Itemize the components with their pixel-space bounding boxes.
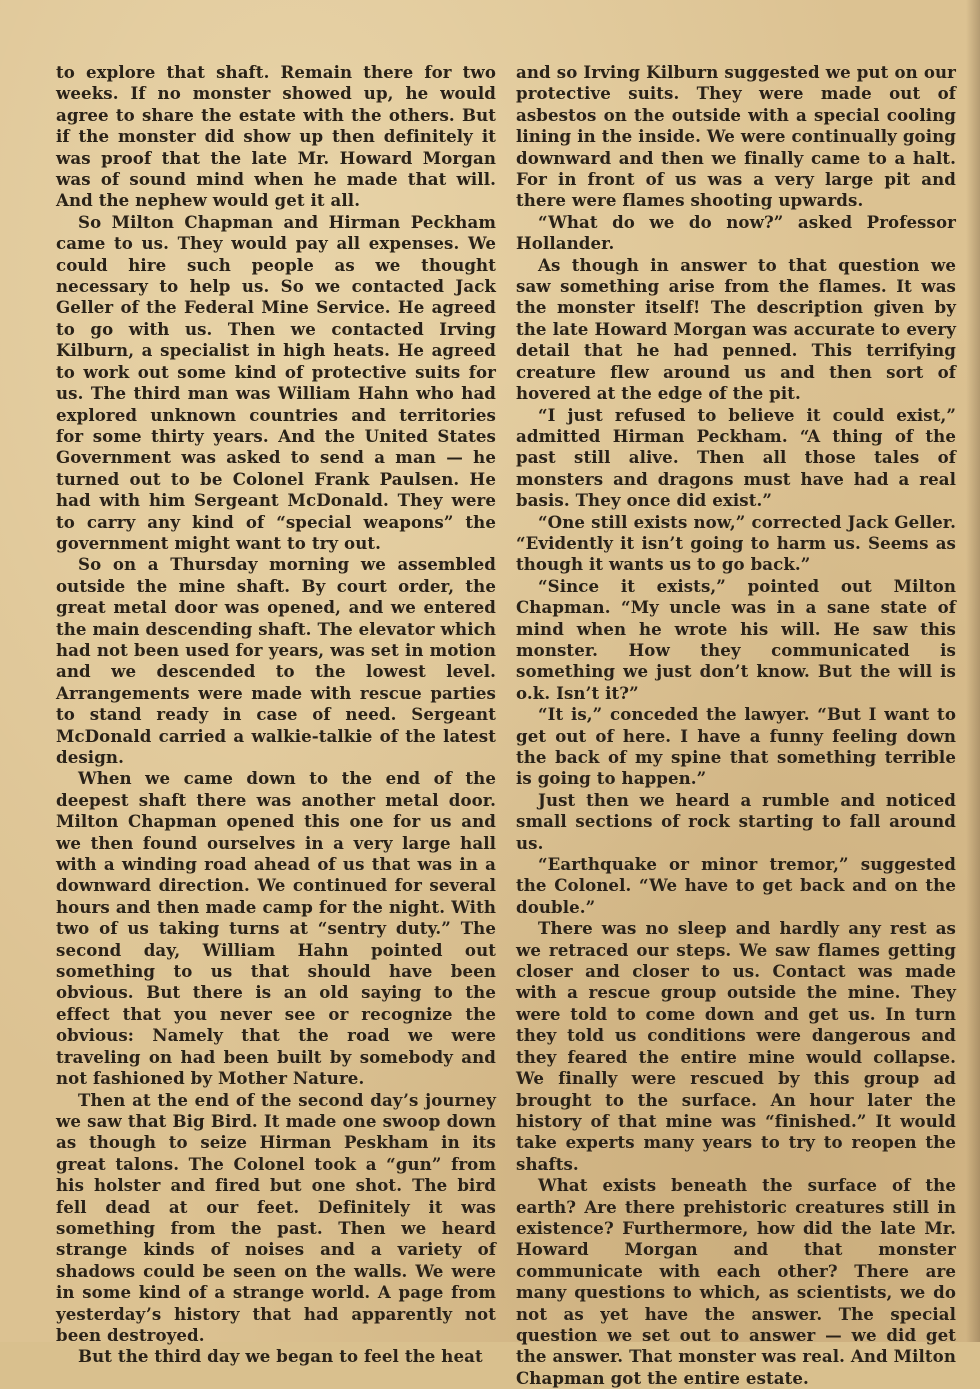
paragraph: But the third day we began to feel the heat (78, 1346, 483, 1367)
paragraph: Just then we heard a rumble and noticed small sections of rock starting to fall around us. (516, 789, 956, 853)
paragraph: What exists beneath the surface of the earth? Are there prehistoric creatures still in existence? Furthermore, how did the late Mr. Howard Morgan and that monster communicate with each other? There are many questions to which, as scientists, we do not as yet have the answer. The special question we set out to answer — we did get the answer. That monster was real. And Milton Chapman got the entire estate. (516, 1175, 956, 1388)
page-edge-shadow (966, 0, 980, 1342)
paragraph: So on a Thursday morning we assembled outside the mine shaft. By court order, the great metal door was opened, and we entered the main descending shaft. The elevator which had not been used for years, was set in motion and we descended to the lowest level. Arrangements were made with rescue parties to stand ready in case of need. Sergeant McDonald carried a walkie-talkie of the latest design. (56, 554, 496, 767)
paragraph: “Earthquake or minor tremor,” suggested the Colonel. “We have to get back and on the double.” (516, 854, 956, 917)
right-text-column (516, 62, 956, 1389)
paragraph: As though in answer to that question we saw something arise from the flames. It was the monster itself! The description given by the late Howard Morgan was accurate to every detail that he had penned. This terrifying creature flew around us and then sort of hovered at the edge of the pit. (516, 254, 956, 404)
paragraph: “One still exists now,” corrected Jack Geller. “Evidently it isn’t going to harm us. Seems as though it wants us to go back.” (516, 511, 956, 575)
paragraph: “It is,” conceded the lawyer. “But I want to get out of here. I have a funny feeling down the back of my spine that something terrible is going to happen.” (516, 704, 956, 789)
paragraph: “What do we do now?” asked Professor Hollander. (516, 211, 956, 254)
left-text-column (56, 62, 496, 1368)
paragraph: “Since it exists,” pointed out Milton Chapman. “My uncle was in a sane state of mind when he wrote his will. He saw this monster. How they communicated is something we just don’t know. But the will is o.k. Isn’t it?” (516, 575, 956, 703)
paragraph: There was no sleep and hardly any rest as we retraced our steps. We saw flames getting closer and closer to us. Contact was made with a rescue group outside the mine. They were told to come down and get us. In turn they told us conditions were dangerous and they feared the entire mine would collapse. We finally were rescued by this group ad brought to the surface. An hour later the history of that mine was “finished.” It would take experts many years to try to reopen the shafts. (516, 918, 956, 1174)
paragraph: and so Irving Kilburn suggested we put on our protective suits. They were made out of asbestos on the outside with a special cooling lining in the inside. We were continually going downward and then we finally came to a halt. For in front of us was a very large pit and there were flames shooting upwards. (516, 62, 956, 211)
paragraph: to explore that shaft. Remain there for two weeks. If no monster showed up, he would agree to share the estate with the others. But if the monster did show up then definitely it was proof that the late Mr. Howard Morgan was of sound mind when he made that will. And the nephew would get it all. (56, 62, 496, 211)
paragraph: When we came down to the end of the deepest shaft there was another metal door. Milton Chapman opened this one for us and we then found ourselves in a very large hall with a winding road ahead of us that was in a downward direction. We continued for several hours and then made camp for the night. With two of us taking turns at “sentry duty.” The second day, William Hahn pointed out something to us that should have been obvious. But there is an old saying to the effect that you never see or recognize the obvious: Namely that the road we were traveling on had been built by somebody and not fashioned by Mother Nature. (56, 768, 496, 1089)
paragraph: “I just refused to believe it could exist,” admitted Hirman Peckham. “A thing of the past still alive. Then all those tales of monsters and dragons must have had a real basis. They once did exist.” (516, 404, 956, 511)
paragraph: Then at the end of the second day’s journey we saw that Big Bird. It made one swoop down as though to seize Hirman Peskham in its great talons. The Colonel took a “gun” from his holster and fired but one shot. The bird fell dead at our feet. Definitely it was something from the past. Then we heard strange kinds of noises and a variety of shadows could be seen on the walls. We were in some kind of a strange world. A page from yesterday’s history that had apparently not been destroyed. (56, 1089, 496, 1345)
paragraph: So Milton Chapman and Hirman Peckham came to us. They would pay all expenses. We could hire such people as we thought necessary to help us. So we contacted Jack Geller of the Federal Mine Service. He agreed to go with us. Then we contacted Irving Kilburn, a specialist in high heats. He agreed to work out some kind of protective suits for us. The third man was William Hahn who had explored unknown countries and territories for some thirty years. And the United States Government was asked to send a man — he turned out to be Colonel Frank Paulsen. He had with him Sergeant McDonald. They were to carry any kind of “special weapons” the government might want to try out. (56, 211, 496, 553)
